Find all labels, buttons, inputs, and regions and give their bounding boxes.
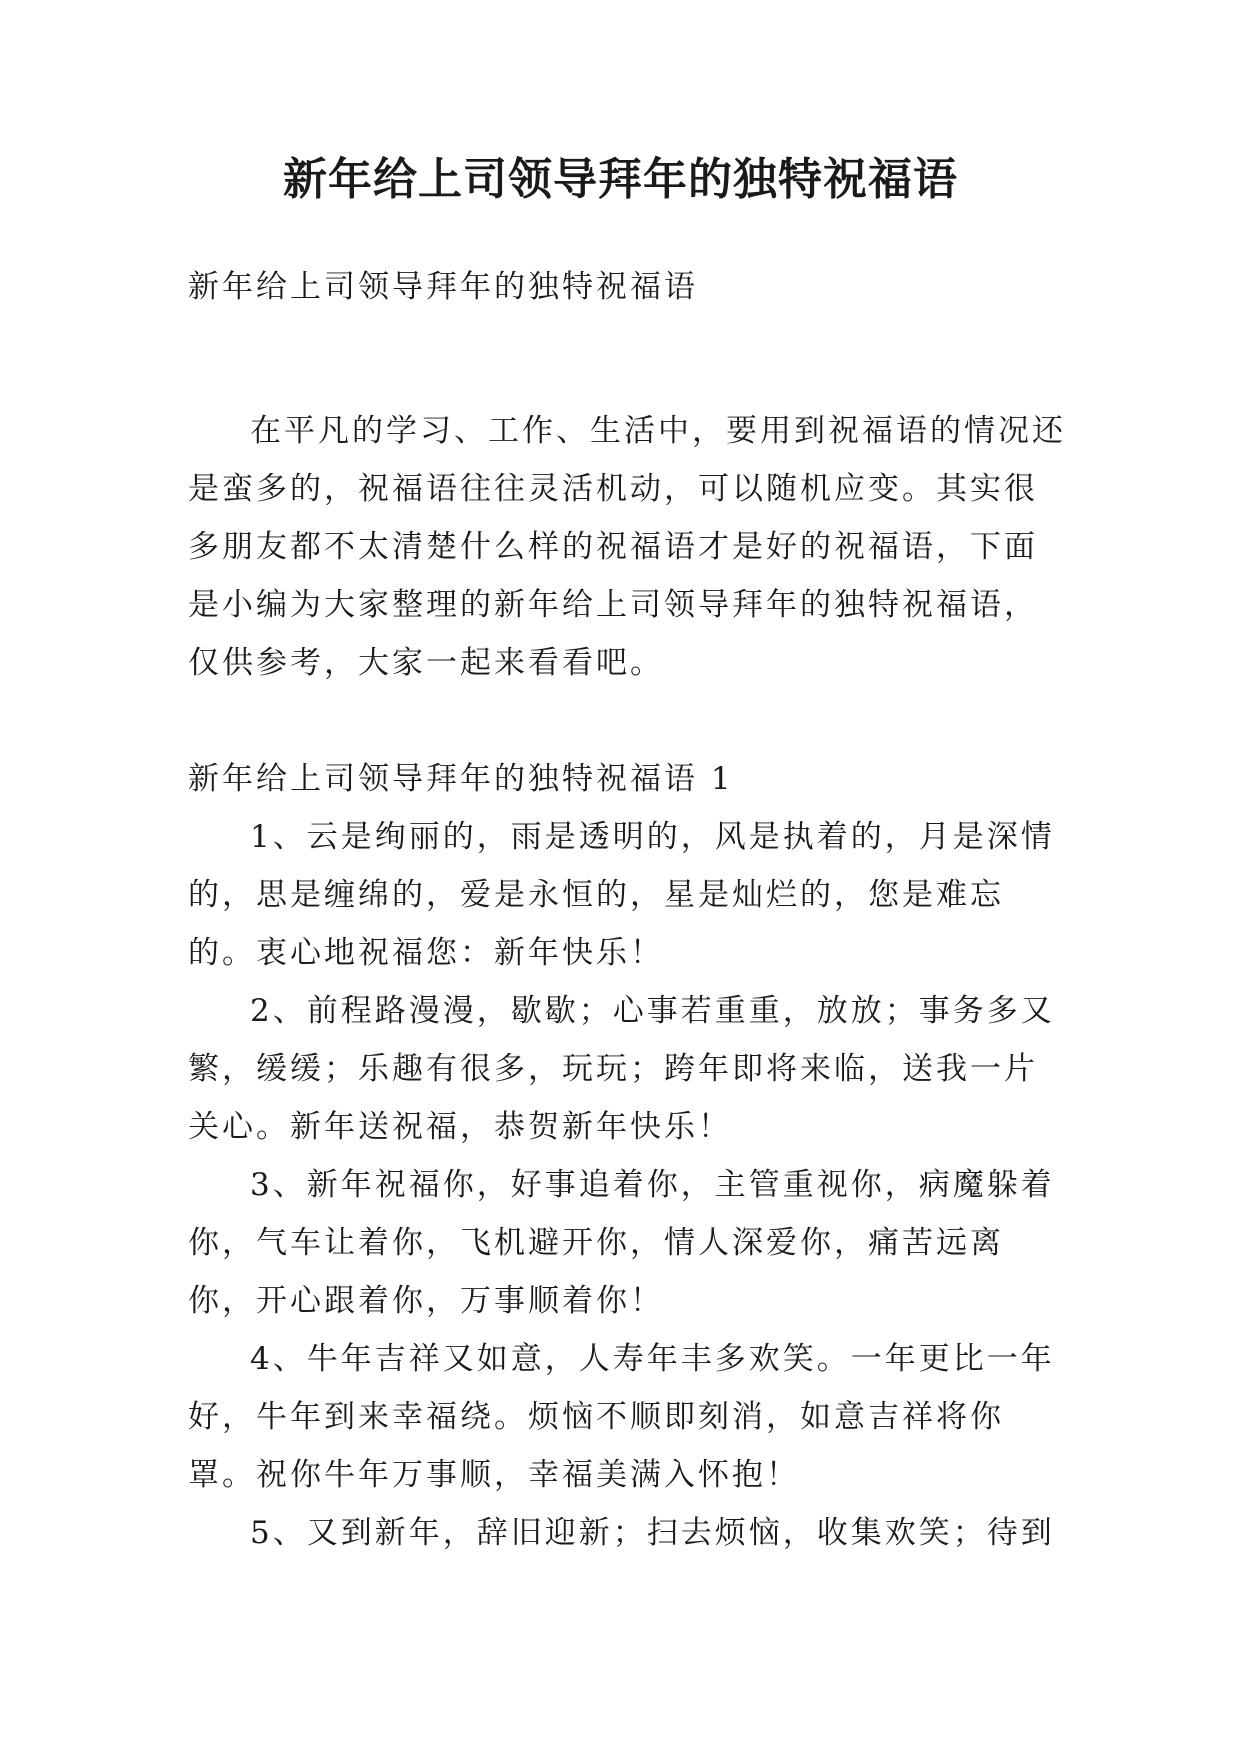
intro-paragraph: 在平凡的学习、工作、生活中，要用到祝福语的情况还是蛮多的，祝福语往往灵活机动，可以随机应变。其实很多朋友都不太清楚什么样的祝福语才是好的祝福语，下面是小编为大家整理的新年给上司领导拜年的独特祝福语，仅供参考，大家一起来看看吧。 xyxy=(188,413,1066,681)
greeting-item-5: 5、又到新年，辞旧迎新；扫去烦恼，收集欢笑；待到 xyxy=(250,1515,1055,1551)
greeting-item-3: 3、新年祝福你，好事追着你，主管重视你，病魔躲着你，气车让着你，飞机避开你，情人深爱你，痛苦远离你，开心跟着你，万事顺着你！ xyxy=(188,1167,1055,1319)
greeting-item-1: 1、云是绚丽的，雨是透明的，风是执着的，月是深情的，思是缠绵的，爱是永恒的，星是灿烂的，您是难忘的。衷心地祝福您：新年快乐！ xyxy=(188,819,1055,971)
document-subtitle: 新年给上司领导拜年的独特祝福语 xyxy=(188,269,698,305)
greeting-item-2: 2、前程路漫漫，歇歇；心事若重重，放放；事务多又繁，缓缓；乐趣有很多，玩玩；跨年即将来临，送我一片关心。新年送祝福，恭贺新年快乐！ xyxy=(188,993,1055,1145)
greeting-item-4: 4、牛年吉祥又如意，人寿年丰多欢笑。一年更比一年好，牛年到来幸福绕。烦恼不顺即刻消，如意吉祥将你罩。祝你牛年万事顺，幸福美满入怀抱！ xyxy=(188,1341,1055,1493)
section-heading: 新年给上司领导拜年的独特祝福语 1 xyxy=(188,761,734,797)
document-title: 新年给上司领导拜年的独特祝福语 xyxy=(283,154,958,205)
greetings-list xyxy=(188,808,1068,1562)
